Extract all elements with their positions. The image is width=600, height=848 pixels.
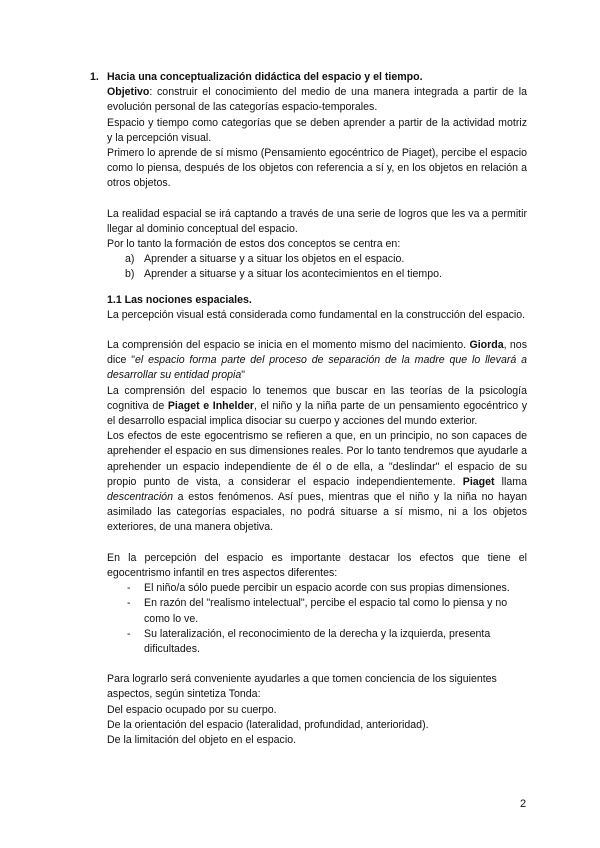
- author-names: Piaget e Inhelder: [167, 399, 254, 412]
- list-item-text: Aprender a situarse y a situar los acontecimientos en el tiempo.: [144, 268, 442, 281]
- giorda-paragraph: [107, 338, 527, 384]
- objective-label: Objetivo: [107, 86, 150, 99]
- page-number: 2: [520, 798, 527, 810]
- text-run: La comprensión del espacio lo tenemos que buscar en las teorías de la psicología cognitiva de: [107, 384, 527, 412]
- paragraph: La realidad espacial se irá captando a través de una serie de logros que les va a permitir llegar al dominio conceptual del espacio.: [107, 207, 527, 235]
- author-name: Piaget: [462, 475, 495, 488]
- list-item: [107, 267, 527, 282]
- list-marker: b): [125, 268, 135, 281]
- list-item-text: El niño/a sólo puede percibir un espacio acorde con sus propias dimensiones.: [144, 582, 510, 595]
- paragraph: En la percepción del espacio es importante destacar los efectos que tiene el egocentrismo infantil en tres aspectos diferentes:: [107, 551, 527, 579]
- paragraph: Para lograrlo será conveniente ayudarles a que tomen conciencia de los siguientes aspectos, según sintetiza Tonda:: [107, 673, 497, 701]
- list-item: [107, 627, 527, 657]
- paragraph: De la limitación del objeto en el espacio.: [107, 733, 297, 746]
- list-item-text: Su lateralización, el reconocimiento de la derecha y la izquierda, presenta dificultades.: [144, 627, 491, 655]
- list-item: [107, 581, 527, 596]
- text-run: Los efectos de este egocentrismo se refieren a que, en un principio, no son capaces de aprehender el espacio en sus dimensiones reales. Por lo tanto tendremos que ayudarle a aprehender un espacio independiente de él o de ella, a "deslindar" el espacio de su propio punto de vista, a considerar el espacio independientemente.: [107, 430, 527, 488]
- paragraph: Primero lo aprende de sí mismo (Pensamiento egocéntrico de Piaget), percibe el espacio como lo piensa, después de los objetos con referencia a sí y, en los objetos en relación a otros objetos.: [107, 147, 527, 190]
- list-item-text: Aprender a situarse y a situar los objetos en el espacio.: [144, 253, 405, 266]
- paragraph: Espacio y tiempo como categorías que se deben aprender a partir de la actividad motriz y la percepción visual.: [107, 116, 527, 144]
- list-marker: a): [125, 253, 135, 266]
- paragraph: Del espacio ocupado por su cuerpo.: [107, 703, 277, 716]
- page-content: [90, 70, 528, 748]
- text-run: , nos dice ": [107, 339, 527, 367]
- list-item: [107, 596, 527, 626]
- text-run: llama: [494, 475, 527, 488]
- list-marker: -: [127, 582, 131, 595]
- section-title: Hacia una conceptualización didáctica del espacio y el tiempo.: [107, 71, 423, 83]
- term: descentración: [107, 491, 173, 504]
- effects-list: [107, 581, 527, 657]
- section-number: 1.: [90, 71, 99, 83]
- objective-text: : construir el conocimiento del medio de una manera integrada a partir de la evolución personal de las categorías espacio-temporales.: [107, 86, 527, 114]
- list-item: [107, 252, 527, 267]
- text-run: a estos fenómenos. Así pues, mientras que el niño y la niña no hayan asimilado las categorías espaciales, no podrá situarse a sí mismo, ni a los objetos exteriores, de una manera objetiva.: [107, 491, 527, 534]
- goals-list: [107, 252, 527, 282]
- paragraph: Por lo tanto la formación de estos dos conceptos se centra en:: [107, 238, 401, 251]
- list-item-text: En razón del "realismo intelectual", percibe el espacio tal como lo piensa y no como lo ve.: [144, 597, 508, 625]
- subsection-heading: 1.1 Las nociones espaciales.: [107, 293, 252, 306]
- quote-text: el espacio forma parte del proceso de separación de la madre que lo llevará a desarrollar su entidad propia: [107, 354, 527, 382]
- list-marker: -: [127, 627, 131, 640]
- piaget-inhelder-paragraph: [107, 384, 527, 430]
- text-run: ": [241, 369, 246, 382]
- egocentrism-paragraph: [107, 429, 527, 535]
- paragraph: La percepción visual está considerada como fundamental en la construcción del espacio.: [107, 308, 526, 321]
- text-run: , el niño y la niña parte de un pensamiento egocéntrico y el desarrollo espacial implica disociar su cuerpo y acciones del mundo exterior.: [107, 399, 528, 428]
- text-run: La comprensión del espacio se inicia en el momento mismo del nacimiento.: [107, 339, 470, 352]
- list-marker: -: [127, 597, 131, 610]
- paragraph: De la orientación del espacio (lateralidad, profundidad, anterioridad).: [107, 718, 429, 731]
- section-heading: [90, 70, 527, 85]
- objective-paragraph: [107, 85, 527, 115]
- author-name: Giorda: [469, 339, 504, 352]
